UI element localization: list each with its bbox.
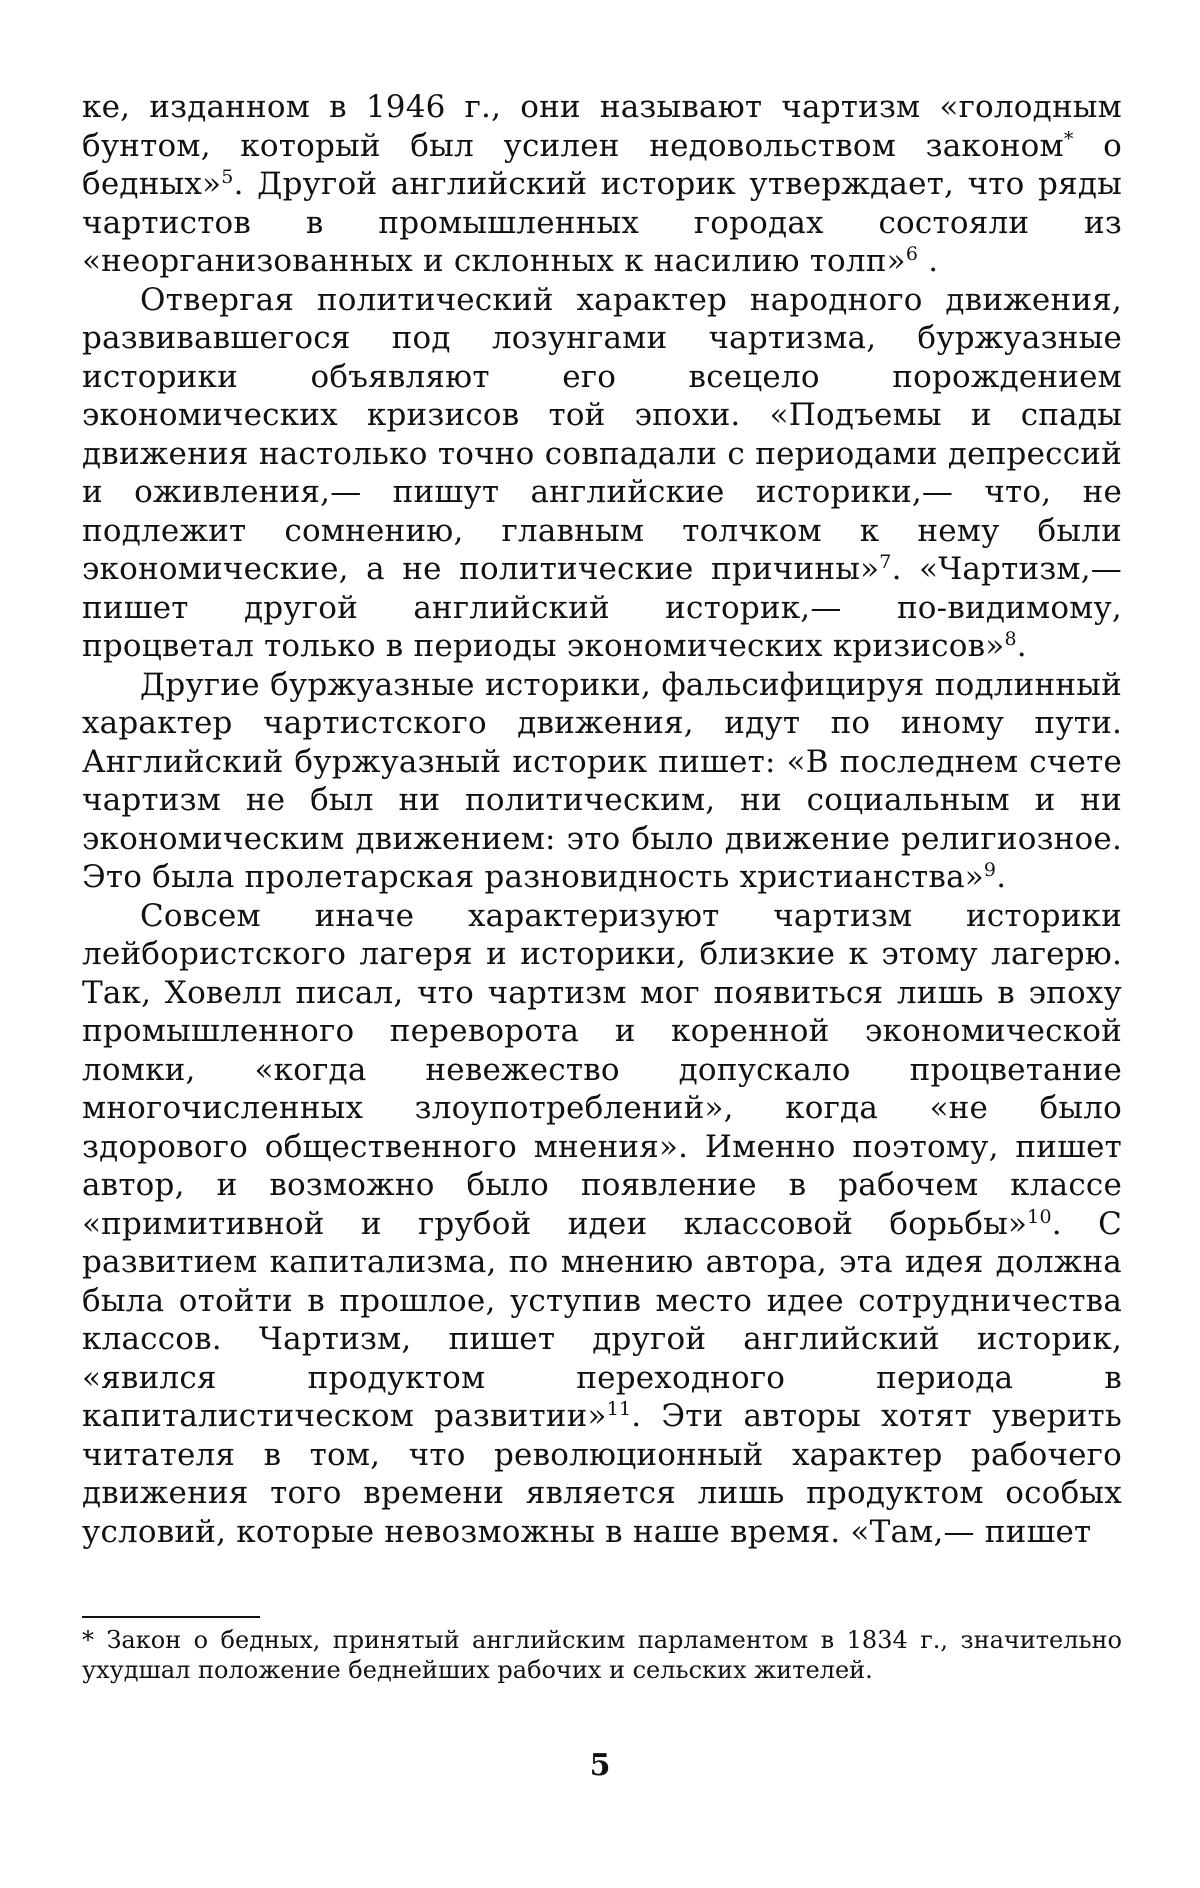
paragraph-1-text-b: о бедных» [82,127,1122,202]
paragraph-4 [82,897,1122,1552]
reference-5: 5 [221,166,234,188]
footnote-mark: * [82,1626,94,1654]
reference-7: 7 [879,551,892,573]
paragraph-1 [82,88,1122,281]
paragraph-1-text-a: ке, изданном в 1946 г., они называют чартизм «голодным бунтом, который был усилен недовольством законом [82,89,1122,164]
paragraph-4-text-b: . С развитием капитализма, по мнению автора, эта идея должна была отойти в прошлое, уступив место идее сотрудничества классов. Чартизм, пишет другой английский историк, «явился продуктом переходного периода в капиталистическом развитии» [82,1205,1123,1434]
paragraph-2-text-b: . «Чартизм,— пишет другой английский историк,— по-видимому, процветал только в периоды экономических кризисов» [82,551,1122,664]
reference-6: 6 [905,243,919,265]
reference-9: 9 [983,859,997,881]
paragraph-3-text-b: . [996,859,1007,895]
page-body [82,88,1122,1551]
footnote-text: Закон о бедных, принятый английским парламентом в 1834 г., значительно ухудшал положение беднейших рабочих и сельских жителей. [82,1626,1122,1684]
paragraph-2-text-c: . [1016,628,1027,664]
paragraph-4-text-c: . Эти авторы хотят уверить читателя в том, что революционный характер рабочего движения того времени является лишь продуктом особых условий, которые невозможны в наше время. «Там,— пишет [82,1398,1122,1550]
reference-8: 8 [1004,628,1017,650]
footnote [82,1625,1122,1685]
footnote-marker: * [1063,127,1074,150]
paragraph-1-text-c: . Другой английский историк утверждает, что ряды чартистов в промышленных городах состояли из «неорганизованных и склонных к насилию толп» [82,166,1122,279]
paragraph-4-text-a: Совсем иначе характеризуют чартизм историки лейбористского лагеря и историки, близкие к этому лагерю. Так, Ховелл писал, что чартизм мог появиться лишь в эпоху промышленного переворота и коренной экономической ломки, «когда невежество допускало процветание многочисленных злоупотреблений», когда «не было здорового общественного мнения». Именно поэтому, пишет автор, и возможно было появление в рабочем классе «примитивной и грубой идеи классовой борьбы» [82,897,1122,1242]
paragraph-1-text-d: . [918,243,939,279]
reference-11: 11 [606,1398,632,1420]
paragraph-3 [82,666,1122,897]
paragraph-2 [82,281,1122,666]
paragraph-3-text-a: Другие буржуазные историки, фальсифицируя подлинный характер чартистского движения, идут по иному пути. Английский буржуазный историк пишет: «В последнем счете чартизм не был ни политическим, ни социальным и ни экономическим движением: это было движение религиозное. Это была пролетарская разновидность христианства» [82,666,1122,895]
paragraph-2-text-a: Отвергая политический характер народного движения, развивавшегося под лозунгами чартизма, буржуазные историки объявляют его всецело порождением экономических кризисов той эпохи. «Подъемы и спады движения настолько точно совпадали с периодами депрессий и оживления,— пишут английские историки,— что, не подлежит сомнению, главным толчком к нему были экономические, а не политические причины» [82,281,1122,587]
footnote-divider [82,1616,260,1618]
page-number: 5 [589,1748,611,1783]
reference-10: 10 [1027,1205,1052,1228]
